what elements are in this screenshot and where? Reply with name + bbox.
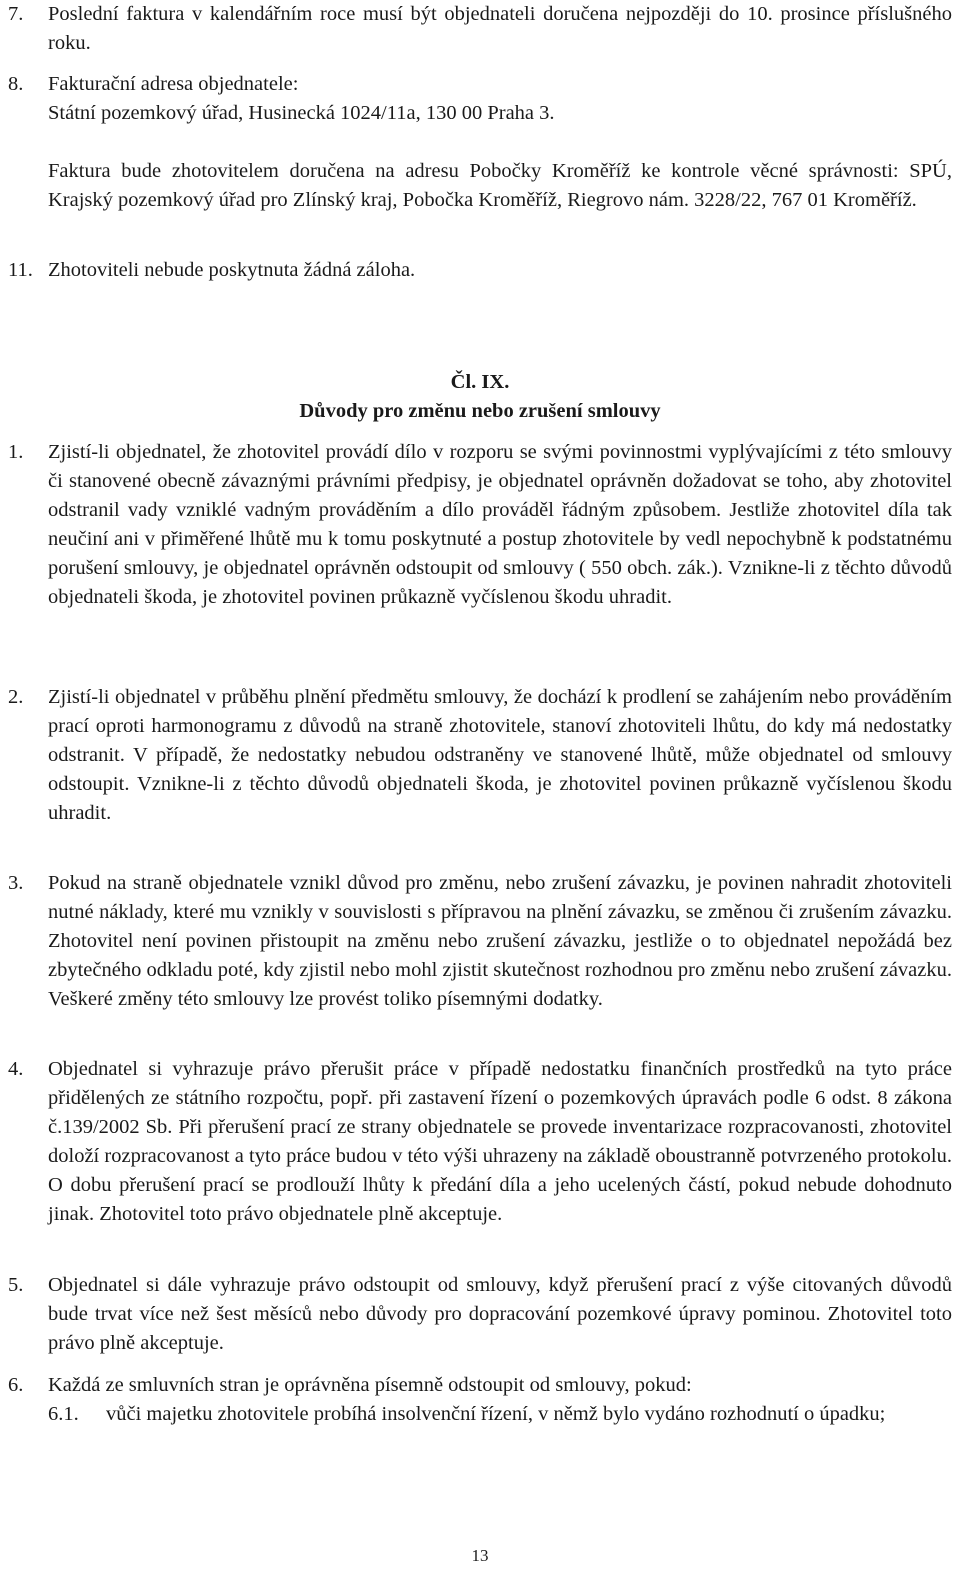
section-clause-1 <box>8 438 952 612</box>
clause-text: Zjistí-li objednatel, že zhotovitel provádí dílo v rozporu se svými povinnostmi vyplývajícími z této smlouvy či stanovené obecně závaznými právními předpisy, je objednatel oprávněn dožadovat se toho, aby zhotovitel odstranil vady vzniklé vadným prováděním a dílo prováděl řádným způsobem. Jestliže zhotovitel díla tak neučiní ani v přiměřené lhůtě mu k tomu poskytnuté a postup zhotovitele by vedl nepochybně k podstatnému porušení smlouvy, je objednatel oprávněn odstoupit od smlouvy ( 550 obch. zák.). Vznikne-li z těchto důvodů objednateli škoda, je zhotovitel povinen průkazně vyčíslenou škodu uhradit. <box>48 441 952 608</box>
invoice-delivery-paragraph: Faktura bude zhotovitelem doručena na adresu Pobočky Kroměříž ke kontrole věcné správnosti: SPÚ, Krajský pozemkový úřad pro Zlínský kraj, Pobočka Kroměříž, Riegrovo nám. 3228/22, 767 01 Kroměříž. <box>48 160 952 211</box>
section-title: Důvody pro změnu nebo zrušení smlouvy <box>299 400 661 422</box>
clause-text: Zhotoviteli nebude poskytnuta žádná záloha. <box>48 259 416 281</box>
clause-text: Objednatel si dále vyhrazuje právo odstoupit od smlouvy, když přerušení prací z výše citovaných důvodů bude trvat více než šest měsíců nebo důvody pro dopracování pozemkové úpravy pominou. Zhotovitel toto právo plně akceptuje. <box>48 1274 952 1354</box>
clause-number: 2. <box>8 686 24 708</box>
billing-address: Státní pozemkový úřad, Husinecká 1024/11a, 130 00 Praha 3. <box>48 102 555 124</box>
clause-text: Poslední faktura v kalendářním roce musí být objednateli doručena nejpozději do 10. prosince příslušného roku. <box>48 3 952 54</box>
clause-number: 7. <box>8 3 24 25</box>
section-clause-5 <box>8 1271 952 1358</box>
section-clause-6 <box>8 1371 952 1400</box>
subclause-text: vůči majetku zhotovitele probíhá insolvenční řízení, v němž bylo vydáno rozhodnutí o úpadku; <box>106 1403 886 1425</box>
subclause-number: 6.1. <box>48 1403 79 1425</box>
clause-text: Zjistí-li objednatel v průběhu plnění předmětu smlouvy, že dochází k prodlení se zahájením nebo prováděním prací oproti harmonogramu z důvodů na straně zhotovitele, stanoví zhotoviteli lhůtu, do kdy má nedostatky odstranit. V případě, že nedostatky nebudou odstraněny ve stanovené lhůtě, může objednatel od smlouvy odstoupit. Vznikne-li z těchto důvodů objednateli škoda, je zhotovitel povinen průkazně vyčíslenou škodu uhradit. <box>48 686 952 824</box>
clause-number: 4. <box>8 1058 24 1080</box>
clause-number: 1. <box>8 441 24 463</box>
clause-number: 6. <box>8 1374 24 1396</box>
clause-text: Každá ze smluvních stran je oprávněna písemně odstoupit od smlouvy, pokud: <box>48 1374 692 1396</box>
section-clause-4 <box>8 1055 952 1229</box>
clause-8 <box>8 70 952 99</box>
section-clause-3 <box>8 869 952 1014</box>
clause-text: Objednatel si vyhrazuje právo přerušit práce v případě nedostatku finančních prostředků na tyto práce přidělených ze státního rozpočtu, popř. při zastavení řízení o pozemkových úpravách podle 6 odst. 8 zákona č.139/2002 Sb. Při přerušení prací ze strany objednatele se provede inventarizace rozpracovanosti, zhotovitel doloží rozpracovanost a tyto práce budou v této výši uhrazeny na základě oboustranně potvrzeného protokolu. O dobu přerušení prací se prodlouží lhůty k předání díla a jeho ucelených částí, pokud nebude dohodnuto jinak. Zhotovitel toto právo objednatele plně akceptuje. <box>48 1058 952 1225</box>
clause-number: 5. <box>8 1274 24 1296</box>
clause-number: 11. <box>8 259 33 281</box>
subclause-6-1 <box>48 1400 952 1429</box>
clause-number: 8. <box>8 73 24 95</box>
clause-7 <box>8 0 952 58</box>
section-clause-2 <box>8 683 952 828</box>
section-number: Čl. IX. <box>450 371 510 393</box>
clause-text: Pokud na straně objednatele vznikl důvod pro změnu, nebo zrušení závazku, je povinen nahradit zhotoviteli nutné náklady, které mu vznikly v souvislosti s přípravou na plnění závazku, se změnou či zrušením závazku. Zhotovitel není povinen přistoupit na změnu nebo zrušení závazku, jestliže o to objednatel nepožádá bez zbytečného odkladu poté, kdy zjistil nebo mohl zjistit skutečnost rozhodnou pro změnu nebo zrušení závazku. Veškeré změny této smlouvy lze provést toliko písemnými dodatky. <box>48 872 952 1010</box>
page-number: 13 <box>471 1546 489 1565</box>
clause-number: 3. <box>8 872 24 894</box>
clause-11 <box>8 256 952 285</box>
clause-text: Fakturační adresa objednatele: <box>48 73 299 95</box>
